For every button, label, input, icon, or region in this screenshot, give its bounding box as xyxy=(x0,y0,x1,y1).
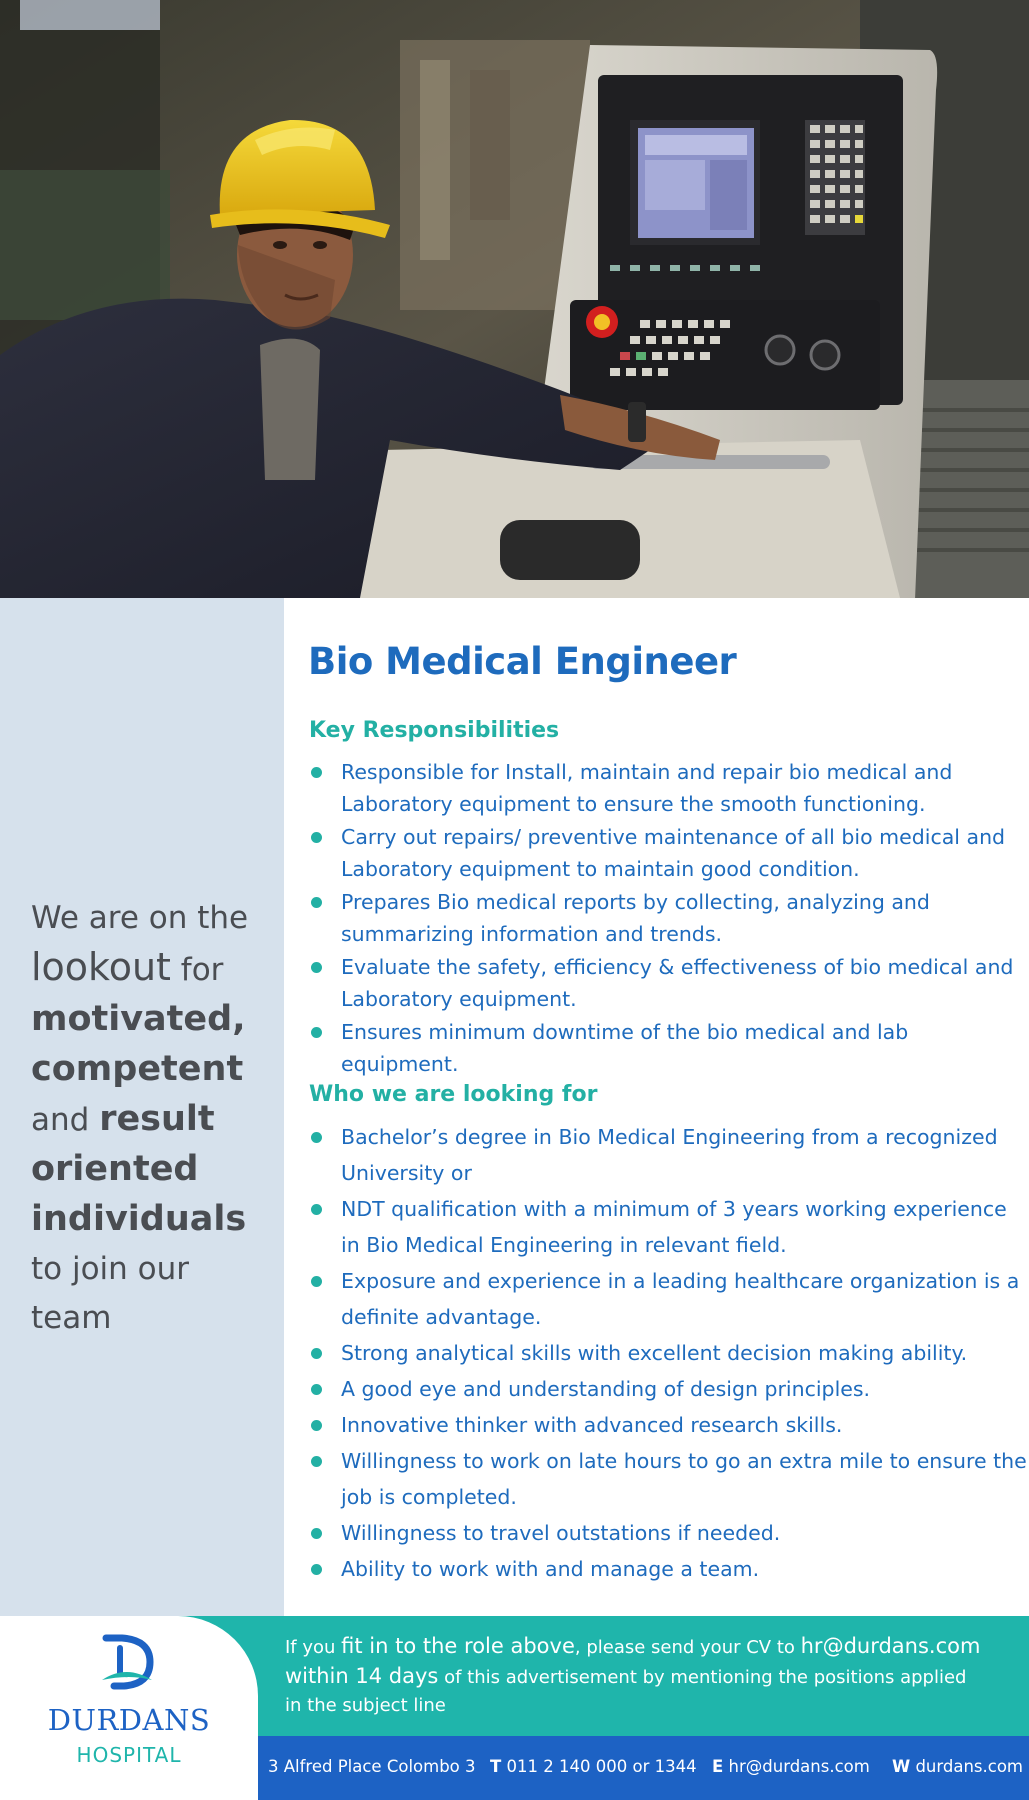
website-link[interactable]: durdans.com xyxy=(915,1757,1024,1776)
footer xyxy=(0,1616,1029,1800)
list-item xyxy=(309,1016,1029,1080)
list-item-text: Bachelor’s degree in Bio Medical Engineering from a recognized University or xyxy=(341,1125,998,1185)
contact-web xyxy=(892,1757,1023,1776)
apply-deadline: within 14 days xyxy=(285,1664,439,1688)
apply-text: , please send your CV to xyxy=(574,1637,801,1658)
tagline-text: for xyxy=(170,952,224,988)
bullet-icon xyxy=(311,767,322,778)
bullet-icon xyxy=(311,1348,322,1359)
bullet-icon xyxy=(311,1384,322,1395)
list-item xyxy=(309,886,1029,950)
logo-name: DURDANS xyxy=(47,1703,211,1737)
apply-email-link[interactable]: hr@durdans.com xyxy=(800,1634,981,1658)
list-item-text: Responsible for Install, maintain and repair bio medical and Laboratory equipment to ensure the smooth functioning. xyxy=(341,760,953,816)
apply-text: If you xyxy=(285,1637,342,1658)
list-item-text: Exposure and experience in a leading healthcare organization is a definite advantage. xyxy=(341,1269,1020,1329)
job-title: Bio Medical Engineer xyxy=(308,640,737,683)
phone-number[interactable]: 011 2 140 000 or 1344 xyxy=(506,1757,697,1776)
bullet-icon xyxy=(311,1132,322,1143)
tagline-text: and xyxy=(31,1102,100,1138)
apply-text: of this advertisement by mentioning the positions applied xyxy=(438,1667,967,1688)
list-item-text: Willingness to work on late hours to go an extra mile to ensure the job is completed. xyxy=(341,1449,1027,1509)
list-item xyxy=(309,1191,1029,1263)
list-item xyxy=(309,951,1029,1015)
list-item-text: NDT qualification with a minimum of 3 years working experience in Bio Medical Engineering in relevant field. xyxy=(341,1197,1007,1257)
tagline-emphasis: result xyxy=(99,1099,215,1139)
list-item xyxy=(309,1371,1029,1407)
tagline xyxy=(31,894,281,1343)
web-label: W xyxy=(892,1757,911,1776)
apply-text: in the subject line xyxy=(285,1695,446,1716)
list-item-text: A good eye and understanding of design principles. xyxy=(341,1377,871,1401)
job-details xyxy=(284,598,1029,1616)
list-item xyxy=(309,1515,1029,1551)
list-item xyxy=(309,1551,1029,1587)
list-item xyxy=(309,1263,1029,1335)
bullet-icon xyxy=(311,962,322,973)
list-item xyxy=(309,1443,1029,1515)
list-item-text: Ability to work with and manage a team. xyxy=(341,1557,760,1581)
requirements-heading: Who we are looking for xyxy=(309,1082,598,1107)
tagline-emphasis: oriented xyxy=(31,1149,199,1189)
list-item xyxy=(309,1119,1029,1191)
email-link[interactable]: hr@durdans.com xyxy=(728,1757,870,1776)
bullet-icon xyxy=(311,897,322,908)
list-item-text: Prepares Bio medical reports by collecting, analyzing and summarizing information and trends. xyxy=(341,890,930,946)
list-item-text: Innovative thinker with advanced research skills. xyxy=(341,1413,843,1437)
phone-label: T xyxy=(490,1757,502,1776)
requirements-list xyxy=(309,1119,1029,1587)
list-item-text: Carry out repairs/ preventive maintenance of all bio medical and Laboratory equipment to maintain good condition. xyxy=(341,825,1006,881)
bullet-icon xyxy=(311,1528,322,1539)
bullet-icon xyxy=(311,1027,322,1038)
contact-phone xyxy=(490,1757,697,1776)
hero-photo xyxy=(0,0,1029,598)
responsibilities-heading: Key Responsibilities xyxy=(309,718,560,743)
tagline-emphasis: motivated, xyxy=(31,999,246,1039)
engineer-at-machine-illustration xyxy=(0,0,1029,598)
list-item xyxy=(309,1407,1029,1443)
bullet-icon xyxy=(311,832,322,843)
bullet-icon xyxy=(311,1204,322,1215)
email-label: E xyxy=(712,1757,724,1776)
list-item-text: Willingness to travel outstations if needed. xyxy=(341,1521,781,1545)
tagline-text: lookout xyxy=(31,945,171,989)
list-item-text: Ensures minimum downtime of the bio medical and lab equipment. xyxy=(341,1020,909,1076)
logo-subtitle: HOSPITAL xyxy=(76,1743,182,1767)
tagline-text: to join our xyxy=(31,1251,190,1287)
apply-instructions xyxy=(285,1632,1025,1720)
bullet-icon xyxy=(311,1420,322,1431)
list-item xyxy=(309,756,1029,820)
list-item-text: Strong analytical skills with excellent decision making ability. xyxy=(341,1341,968,1365)
apply-text: fit in to the role above xyxy=(341,1634,575,1658)
contact-email xyxy=(712,1757,870,1776)
bullet-icon xyxy=(311,1276,322,1287)
tagline-panel xyxy=(0,598,284,1616)
tagline-text: team xyxy=(31,1300,112,1336)
responsibilities-list xyxy=(309,756,1029,1081)
durdans-logo xyxy=(0,1616,258,1800)
bullet-icon xyxy=(311,1456,322,1467)
durdans-d-logo-icon xyxy=(100,1634,156,1690)
list-item xyxy=(309,821,1029,885)
tagline-emphasis: individuals xyxy=(31,1199,247,1239)
tagline-text: We are on the xyxy=(31,900,249,936)
bullet-icon xyxy=(311,1564,322,1575)
contact-address: 3 Alfred Place Colombo 3 xyxy=(268,1757,476,1776)
list-item-text: Evaluate the safety, efficiency & effectiveness of bio medical and Laboratory equipment. xyxy=(341,955,1014,1011)
list-item xyxy=(309,1335,1029,1371)
tagline-emphasis: competent xyxy=(31,1049,244,1089)
